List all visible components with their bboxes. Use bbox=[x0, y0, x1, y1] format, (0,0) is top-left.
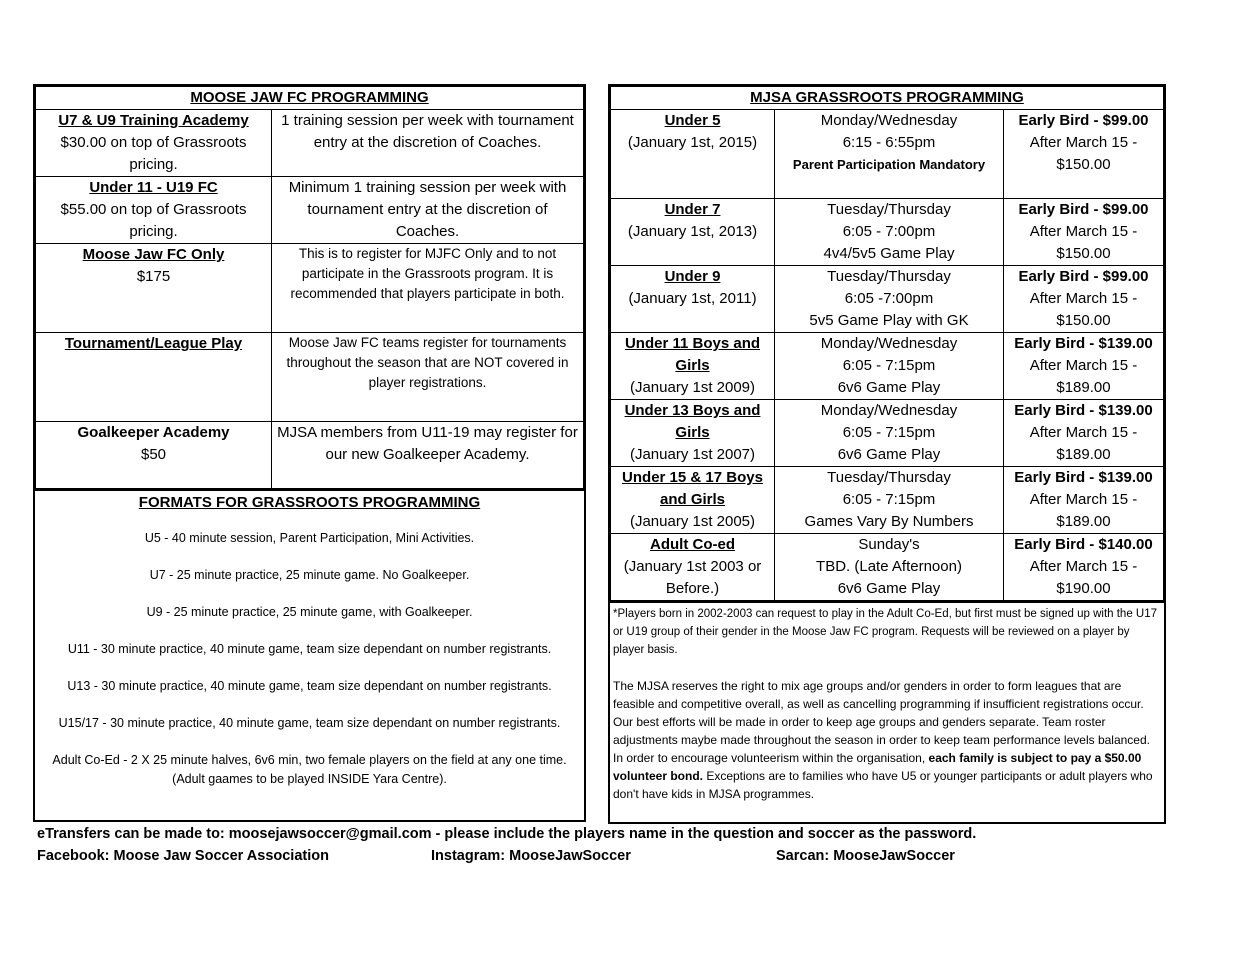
notes-section bbox=[610, 601, 1164, 805]
program-name: U7 & U9 Training Academy bbox=[58, 112, 249, 129]
program-desc: MJSA members from U11-19 may register for our new Goalkeeper Academy. bbox=[272, 422, 584, 489]
time: 6:05 - 7:00pm bbox=[842, 223, 936, 240]
program-name: Moose Jaw FC Only bbox=[82, 246, 225, 263]
extra: 6v6 Game Play bbox=[837, 446, 941, 463]
early-bird: Early Bird - $99.00 bbox=[1018, 112, 1149, 129]
time: 6:15 - 6:55pm bbox=[842, 134, 936, 151]
early-bird: Early Bird - $99.00 bbox=[1018, 268, 1149, 285]
after-price: $189.00 bbox=[1056, 513, 1111, 530]
early-bird: Early Bird - $139.00 bbox=[1014, 469, 1153, 486]
format-item: (Adult gaames to be played INSIDE Yara Centre). bbox=[172, 772, 447, 786]
extra: 4v4/5v5 Game Play bbox=[823, 245, 955, 262]
formats-list bbox=[35, 529, 584, 789]
early-bird: Early Bird - $140.00 bbox=[1014, 536, 1153, 553]
early-bird: Early Bird - $99.00 bbox=[1018, 201, 1149, 218]
birth-cutoff: (January 1st 2007) bbox=[629, 446, 756, 463]
extra: 5v5 Game Play with GK bbox=[809, 312, 969, 329]
after-price: $189.00 bbox=[1056, 446, 1111, 463]
age-group: Under 11 Boys and Girls bbox=[624, 335, 761, 374]
extra: 6v6 Game Play bbox=[837, 379, 941, 396]
mjfc-title: MOOSE JAW FC PROGRAMMING bbox=[36, 87, 584, 110]
mjfc-row bbox=[36, 422, 272, 489]
program-desc: 1 training session per week with tournament entry at the discretion of Coaches. bbox=[272, 110, 584, 177]
age-group: Under 15 & 17 Boys and Girls bbox=[622, 469, 763, 508]
days: Tuesday/Thursday bbox=[827, 268, 951, 285]
extra: Games Vary By Numbers bbox=[804, 513, 974, 530]
program-desc: This is to register for MJFC Only and to not participate in the Grassroots program. It is recommended that players participate in both. bbox=[272, 244, 584, 333]
time: 6:05 -7:00pm bbox=[844, 290, 934, 307]
early-bird: Early Bird - $139.00 bbox=[1014, 402, 1153, 419]
note-mixing: The MJSA reserves the right to mix age groups and/or genders in order to form leagues that are feasible and competitive overall, as well as cancelling programming if insufficient registrations occur. Our best efforts will be made in order to keep age groups and genders separate. Team roster adjustments maybe made throughout the season in order to keep team performance levels balanced. bbox=[613, 679, 1150, 747]
table-row bbox=[611, 110, 1164, 199]
after-price: $189.00 bbox=[1056, 379, 1111, 396]
after-label: After March 15 - bbox=[1029, 134, 1138, 151]
facebook-line: Facebook: Moose Jaw Soccer Association bbox=[37, 848, 329, 864]
table-row bbox=[611, 199, 1164, 266]
mjfc-row bbox=[36, 244, 272, 333]
program-price: $30.00 on top of Grassroots pricing. bbox=[60, 134, 247, 173]
age-group: Under 13 Boys and Girls bbox=[624, 402, 761, 441]
mjsa-table bbox=[610, 86, 1164, 601]
days: Tuesday/Thursday bbox=[827, 201, 951, 218]
age-group: Under 7 bbox=[664, 201, 721, 218]
table-row bbox=[611, 400, 1164, 467]
extra: 6v6 Game Play bbox=[837, 580, 941, 597]
birth-cutoff: (January 1st, 2015) bbox=[627, 134, 758, 151]
days: Monday/Wednesday bbox=[820, 402, 958, 419]
etransfer-line: eTransfers can be made to: moosejawsoccer@gmail.com - please include the players name in the question and soccer as the password. bbox=[37, 826, 977, 842]
instagram-line: Instagram: MooseJawSoccer bbox=[431, 848, 631, 864]
table-row bbox=[611, 467, 1164, 534]
format-item: U15/17 - 30 minute practice, 40 minute game, team size dependant on number registrants. bbox=[58, 716, 561, 730]
program-price: $50 bbox=[140, 446, 167, 463]
mjfc-row bbox=[36, 177, 272, 244]
time: 6:05 - 7:15pm bbox=[842, 357, 936, 374]
mjfc-table bbox=[35, 86, 584, 489]
program-desc: Moose Jaw FC teams register for tournaments throughout the season that are NOT covered in player registrations. bbox=[272, 333, 584, 422]
early-bird: Early Bird - $139.00 bbox=[1014, 335, 1153, 352]
days: Monday/Wednesday bbox=[820, 112, 958, 129]
table-row bbox=[611, 266, 1164, 333]
program-name: Goalkeeper Academy bbox=[77, 424, 230, 441]
program-price: $55.00 on top of Grassroots pricing. bbox=[60, 201, 247, 240]
after-price: $150.00 bbox=[1056, 312, 1111, 329]
birth-cutoff: (January 1st, 2013) bbox=[627, 223, 758, 240]
after-label: After March 15 - bbox=[1029, 491, 1138, 508]
days: Monday/Wednesday bbox=[820, 335, 958, 352]
extra: Parent Participation Mandatory bbox=[792, 157, 986, 172]
note-volunteer bbox=[613, 749, 1161, 803]
mjsa-panel bbox=[608, 84, 1166, 824]
time: 6:05 - 7:15pm bbox=[842, 424, 936, 441]
time: TBD. (Late Afternoon) bbox=[816, 558, 962, 575]
time: 6:05 - 7:15pm bbox=[842, 491, 936, 508]
volunteer-exceptions: Exceptions are to families who have U5 or younger participants or adult players who don't have kids in MJSA programmes. bbox=[613, 769, 1153, 801]
after-price: $150.00 bbox=[1056, 156, 1111, 173]
format-item: U7 - 25 minute practice, 25 minute game. No Goalkeeper. bbox=[149, 568, 470, 582]
after-label: After March 15 - bbox=[1029, 357, 1138, 374]
age-group: Adult Co-ed bbox=[650, 536, 735, 553]
program-name: Tournament/League Play bbox=[64, 335, 243, 352]
after-label: After March 15 - bbox=[1029, 558, 1138, 575]
format-item: U13 - 30 minute practice, 40 minute game, team size dependant on number registrants. bbox=[67, 679, 552, 693]
mjfc-row bbox=[36, 110, 272, 177]
mjfc-panel bbox=[33, 84, 586, 822]
formats-section bbox=[35, 489, 584, 789]
volunteer-intro: In order to encourage volunteerism within the organisation, bbox=[613, 751, 929, 765]
age-group: Under 5 bbox=[664, 112, 721, 129]
after-price: $150.00 bbox=[1056, 245, 1111, 262]
birth-cutoff: (January 1st, 2011) bbox=[628, 290, 757, 307]
mjsa-title: MJSA GRASSROOTS PROGRAMMING bbox=[611, 87, 1164, 110]
birth-cutoff: (January 1st 2009) bbox=[629, 379, 756, 396]
table-row bbox=[611, 333, 1164, 400]
format-item: U9 - 25 minute practice, 25 minute game, with Goalkeeper. bbox=[146, 605, 473, 619]
birth-cutoff: (January 1st 2003 or Before.) bbox=[623, 558, 762, 597]
program-price: $175 bbox=[136, 268, 171, 285]
days: Sunday's bbox=[858, 536, 920, 553]
after-label: After March 15 - bbox=[1029, 424, 1138, 441]
format-item: Adult Co-Ed - 2 X 25 minute halves, 6v6 min, two female players on the field at any one time. bbox=[52, 753, 567, 767]
formats-title: FORMATS FOR GRASSROOTS PROGRAMMING bbox=[138, 494, 481, 511]
days: Tuesday/Thursday bbox=[827, 469, 951, 486]
note-adult-coed: *Players born in 2002-2003 can request to play in the Adult Co-Ed, but first must be signed up with the U17 or U19 group of their gender in the Moose Jaw FC program. Requests will be reviewed on a player by player basis. bbox=[613, 608, 1158, 656]
after-label: After March 15 - bbox=[1029, 290, 1138, 307]
format-item: U11 - 30 minute practice, 40 minute game, team size dependant on number registrants. bbox=[67, 642, 552, 656]
sarcan-line: Sarcan: MooseJawSoccer bbox=[776, 848, 955, 864]
volunteer-bond: each family is subject to pay a $50.00 volunteer bond. bbox=[613, 751, 1142, 783]
table-row bbox=[611, 534, 1164, 601]
after-price: $190.00 bbox=[1056, 580, 1111, 597]
birth-cutoff: (January 1st 2005) bbox=[629, 513, 756, 530]
program-desc: Minimum 1 training session per week with tournament entry at the discretion of Coaches. bbox=[272, 177, 584, 244]
after-label: After March 15 - bbox=[1029, 223, 1138, 240]
program-name: Under 11 - U19 FC bbox=[89, 179, 218, 196]
format-item: U5 - 40 minute session, Parent Participation, Mini Activities. bbox=[144, 531, 475, 545]
mjfc-row bbox=[36, 333, 272, 422]
age-group: Under 9 bbox=[664, 268, 721, 285]
